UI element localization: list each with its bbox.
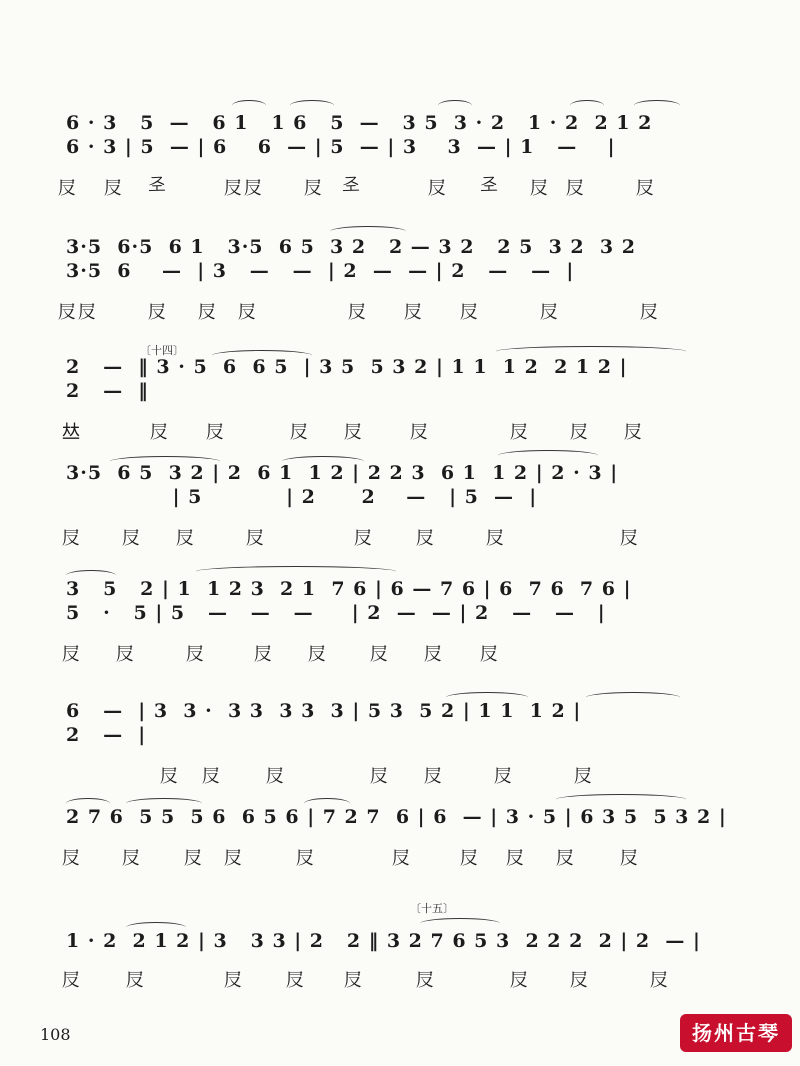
tab-cell: 㞋	[160, 766, 180, 787]
tab-cell: 𠀤	[62, 422, 82, 443]
tab-cell: 㞋	[198, 302, 218, 323]
tab-cell: 㞋	[62, 528, 82, 549]
tab-cell: 㞋	[540, 302, 560, 323]
tab-cell: 㞋㞋	[224, 178, 264, 199]
bass-line: | 5 | 2 2 — | 5 — |	[66, 486, 538, 508]
tab-cell: 㞋	[370, 766, 390, 787]
tablature-row	[0, 966, 800, 1000]
tablature-row	[0, 640, 800, 674]
slur	[290, 100, 334, 111]
tab-cell: 㞋	[570, 422, 590, 443]
tab-cell: 㞋	[566, 178, 586, 199]
tab-cell: 㞋	[354, 528, 374, 549]
tab-cell: 㞋	[506, 848, 526, 869]
tab-cell: 㞋	[224, 970, 244, 991]
tab-cell: 㞋	[650, 970, 670, 991]
melody-line: 6 — | 3 3 · 3 3 3 3 3 | 5 3 5 2 | 1 1 1 2 |	[66, 700, 582, 722]
notation-staff	[0, 700, 800, 754]
tab-cell: 㞋	[116, 644, 136, 665]
tab-cell: 㞋	[404, 302, 424, 323]
slur	[634, 100, 680, 111]
bass-line: 2 — |	[66, 724, 147, 746]
notation-staff	[0, 236, 800, 290]
tab-cell: 㞋	[556, 848, 576, 869]
tab-cell: 㞋	[122, 848, 142, 869]
melody-line: 3·5 6 5 3 2 | 2 6 1 1 2 | 2 2 3 6 1 1 2 | 2 · 3 |	[66, 462, 619, 484]
slur	[232, 100, 266, 111]
tab-cell: 㞋	[510, 422, 530, 443]
bass-line: 6 · 3 | 5 — | 6 6 — | 5 — | 3 3 — | 1 — |	[66, 136, 616, 158]
notation-staff	[0, 462, 800, 516]
section-marker: 〔十五〕	[410, 902, 454, 915]
tab-cell: 㞋	[290, 422, 310, 443]
page-number: 108	[40, 1025, 71, 1044]
tab-cell: 㞋㞋	[58, 302, 98, 323]
melody-line: 3 5 2 | 1 1 2 3 2 1 7 6 | 6 — 7 6 | 6 7 6 7 6 |	[66, 578, 632, 600]
tab-cell: 㞋	[224, 848, 244, 869]
slur	[420, 918, 500, 929]
bass-line: 2 — ‖	[66, 380, 149, 402]
tab-cell: 㞋	[410, 422, 430, 443]
tab-cell: 㞋	[122, 528, 142, 549]
tab-cell: 㞋	[392, 848, 412, 869]
tab-cell: 㞋	[480, 644, 500, 665]
tab-cell: 㞋	[416, 970, 436, 991]
tab-cell: 㞋	[266, 766, 286, 787]
tablature-row	[0, 418, 800, 452]
melody-line: 2 — ‖ 3 · 5 6 6 5 | 3 5 5 3 2 | 1 1 1 2 2 1 2 |	[66, 356, 628, 378]
tablature-row	[0, 298, 800, 332]
tab-cell: 㞋	[344, 422, 364, 443]
slur	[586, 692, 680, 703]
bass-line: 5 · 5 | 5 — — — | 2 — — | 2 — — |	[66, 602, 606, 624]
tab-cell: 㞋	[486, 528, 506, 549]
tab-cell: 㞋	[570, 970, 590, 991]
tab-cell: 㞋	[510, 970, 530, 991]
tab-cell: 㞋	[460, 848, 480, 869]
tab-cell: 𢀖	[480, 174, 500, 195]
slur	[556, 794, 686, 805]
tab-cell: 㞋	[62, 848, 82, 869]
tab-cell: 㞋	[296, 848, 316, 869]
tab-cell: 㞋	[640, 302, 660, 323]
melody-line: 2 7 6 5 5 5 6 6 5 6 | 7 2 7 6 | 6 — | 3 · 5 | 6 3 5 5 3 2 |	[66, 806, 727, 828]
tab-cell: 㞋	[238, 302, 258, 323]
notation-staff	[0, 578, 800, 632]
tab-cell: 㞋	[494, 766, 514, 787]
tab-cell: 㞋	[286, 970, 306, 991]
slur	[570, 100, 604, 111]
tablature-row	[0, 762, 800, 796]
tab-cell: 㞋	[246, 528, 266, 549]
melody-line: 1 · 2 2 1 2 | 3 3 3 | 2 2 ‖ 3 2 7 6 5 3 2 2 2 2 | 2 — |	[66, 930, 701, 952]
tab-cell: 㞋	[428, 178, 448, 199]
tab-cell: 㞋	[620, 848, 640, 869]
tab-cell: 㞋	[344, 970, 364, 991]
tab-cell: 㞋	[308, 644, 328, 665]
slur	[498, 450, 598, 461]
tab-cell: 㞋	[530, 178, 550, 199]
tablature-row	[0, 844, 800, 878]
tab-cell: 㞋	[184, 848, 204, 869]
tab-cell: 㞋	[304, 178, 324, 199]
slur	[438, 100, 472, 111]
melody-line: 6 · 3 5 — 6 1 1 6 5 — 3 5 3 · 2 1 · 2 2 1 2	[66, 112, 653, 134]
tab-cell: 㞋	[254, 644, 274, 665]
slur	[196, 566, 396, 577]
tab-cell: 㞋	[148, 302, 168, 323]
tab-cell: 㞋	[574, 766, 594, 787]
tablature-row	[0, 174, 800, 208]
tab-cell: 㞋	[620, 528, 640, 549]
tab-cell: 㞋	[424, 644, 444, 665]
tab-cell: 㞋	[416, 528, 436, 549]
tab-cell: 㞋	[202, 766, 222, 787]
tab-cell: 㞋	[62, 644, 82, 665]
tab-cell: 㞋	[104, 178, 124, 199]
watermark-logo: 扬州古琴	[680, 1014, 792, 1052]
notation-staff	[0, 356, 800, 410]
tablature-row	[0, 524, 800, 558]
tab-cell: 㞋	[460, 302, 480, 323]
tab-cell: 㞋	[370, 644, 390, 665]
tab-cell: 㞋	[424, 766, 444, 787]
tab-cell: 㞋	[624, 422, 644, 443]
tab-cell: 㞋	[348, 302, 368, 323]
bass-line: 3·5 6 — | 3 — — | 2 — — | 2 — — |	[66, 260, 575, 282]
melody-line: 3·5 6·5 6 1 3·5 6 5 3 2 2 — 3 2 2 5 3 2 3 2	[66, 236, 636, 258]
tab-cell: 㞋	[126, 970, 146, 991]
tab-cell: 㞋	[176, 528, 196, 549]
tab-cell: 㞋	[58, 178, 78, 199]
tab-cell: 㞋	[62, 970, 82, 991]
notation-staff	[0, 112, 800, 166]
tab-cell: 㞋	[150, 422, 170, 443]
section-marker: 〔十四〕	[140, 344, 184, 357]
tab-cell: 𢀖	[148, 174, 168, 195]
tab-cell: 㞋	[636, 178, 656, 199]
tab-cell: 𢀖	[342, 174, 362, 195]
tab-cell: 㞋	[186, 644, 206, 665]
tab-cell: 㞋	[206, 422, 226, 443]
